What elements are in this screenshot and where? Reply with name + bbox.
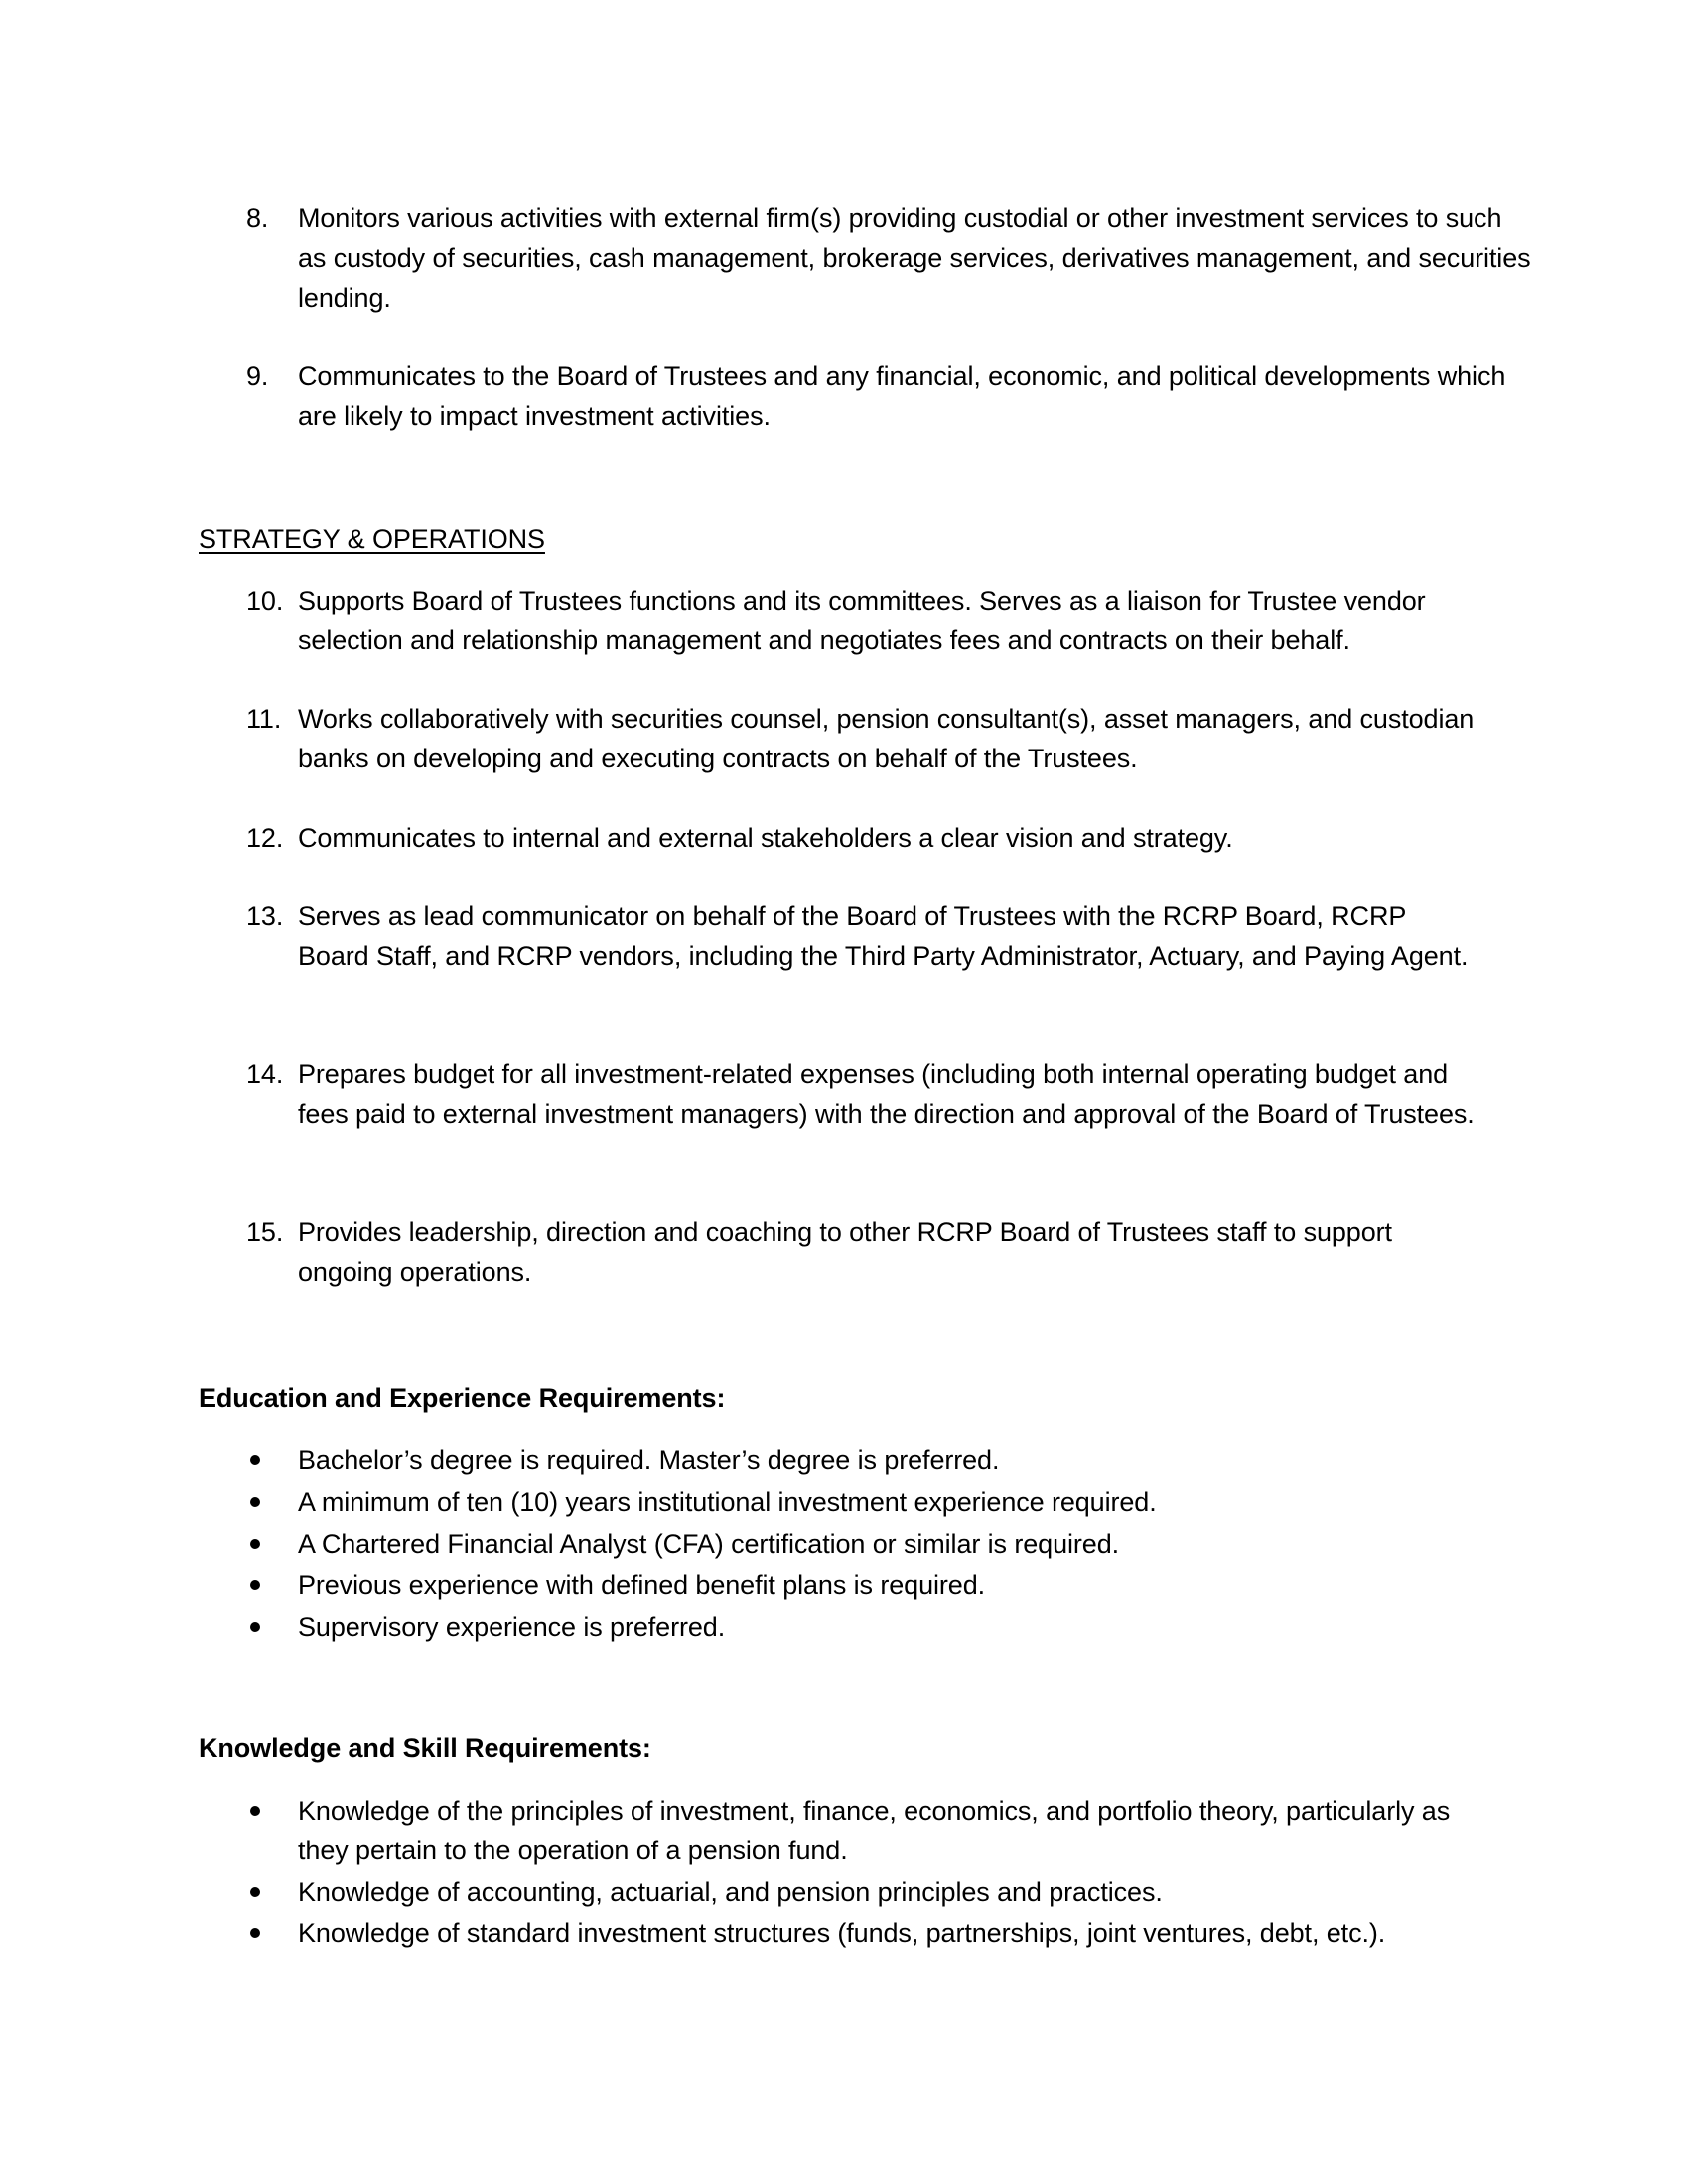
list-item [246,1482,1497,1524]
item-text: Works collaboratively with securities counsel, pension consultant(s), asset managers, and custodian banks on developing and executing contracts on behalf of the Trustees. [298,704,1475,773]
bullet-icon [250,1497,260,1507]
list-item-text: A Chartered Financial Analyst (CFA) certification or similar is required. [298,1529,1120,1559]
item-number: 15. [246,1217,284,1247]
bullet-icon [250,1622,260,1632]
item-number: 11. [246,704,282,734]
list-item-text: Knowledge of the principles of investment, finance, economics, and portfolio theory, particularly as they pertain to the operation of a pension fund. [298,1796,1451,1865]
list-item [246,1791,1497,1872]
item-text: Prepares budget for all investment-related expenses (including both internal operating budget and fees paid to external investment managers) with the direction and approval of the Board of Trustees. [298,1059,1475,1129]
bullet-icon [250,1539,260,1549]
education-requirements-list [246,1440,1497,1649]
item-number: 12. [246,823,284,853]
item-number: 13. [246,901,284,931]
item-number: 14. [246,1059,284,1089]
bullet-icon [250,1928,260,1938]
list-item [246,1913,1497,1954]
item-number: 9. [246,361,269,391]
bullet-icon [250,1455,260,1465]
list-item-text: Knowledge of accounting, actuarial, and pension principles and practices. [298,1877,1163,1907]
item-number: 8. [246,204,269,233]
bullet-icon [250,1887,260,1897]
bullet-icon [250,1580,260,1590]
knowledge-requirements-list [246,1791,1497,1954]
list-item [246,1872,1497,1913]
item-text: Serves as lead communicator on behalf of the Board of Trustees with the RCRP Board, RCRP Board Staff, and RCRP vendors, including the Third Party Administrator, Actuary, and Paying Agent. [298,901,1469,971]
item-text: Monitors various activities with external firm(s) providing custodial or other investment services to such as custody of securities, cash management, brokerage services, derivatives management, and securities lending. [298,204,1531,313]
strategy-operations-heading: STRATEGY & OPERATIONS [199,524,545,554]
list-item-text: Previous experience with defined benefit plans is required. [298,1570,986,1600]
item-text: Provides leadership, direction and coaching to other RCRP Board of Trustees staff to support ongoing operations. [298,1217,1392,1287]
list-item-text: Knowledge of standard investment structures (funds, partnerships, joint ventures, debt, etc.). [298,1918,1386,1948]
list-item [246,1440,1497,1482]
list-item [246,1566,1497,1607]
list-item-text: Supervisory experience is preferred. [298,1612,726,1642]
list-item-text: A minimum of ten (10) years institutional investment experience required. [298,1487,1157,1517]
item-number: 10. [246,586,284,615]
bullet-icon [250,1806,260,1816]
knowledge-skill-heading: Knowledge and Skill Requirements: [199,1733,651,1763]
list-item [246,1607,1497,1649]
list-item-text: Bachelor’s degree is required. Master’s degree is preferred. [298,1445,1000,1475]
education-experience-heading: Education and Experience Requirements: [199,1383,726,1413]
list-item [246,1524,1497,1566]
item-text: Supports Board of Trustees functions and its committees. Serves as a liaison for Trustee vendor selection and relationship management and negotiates fees and contracts on their behalf. [298,586,1426,655]
item-text: Communicates to the Board of Trustees and any financial, economic, and political developments which are likely to impact investment activities. [298,361,1506,431]
item-text: Communicates to internal and external stakeholders a clear vision and strategy. [298,823,1233,853]
